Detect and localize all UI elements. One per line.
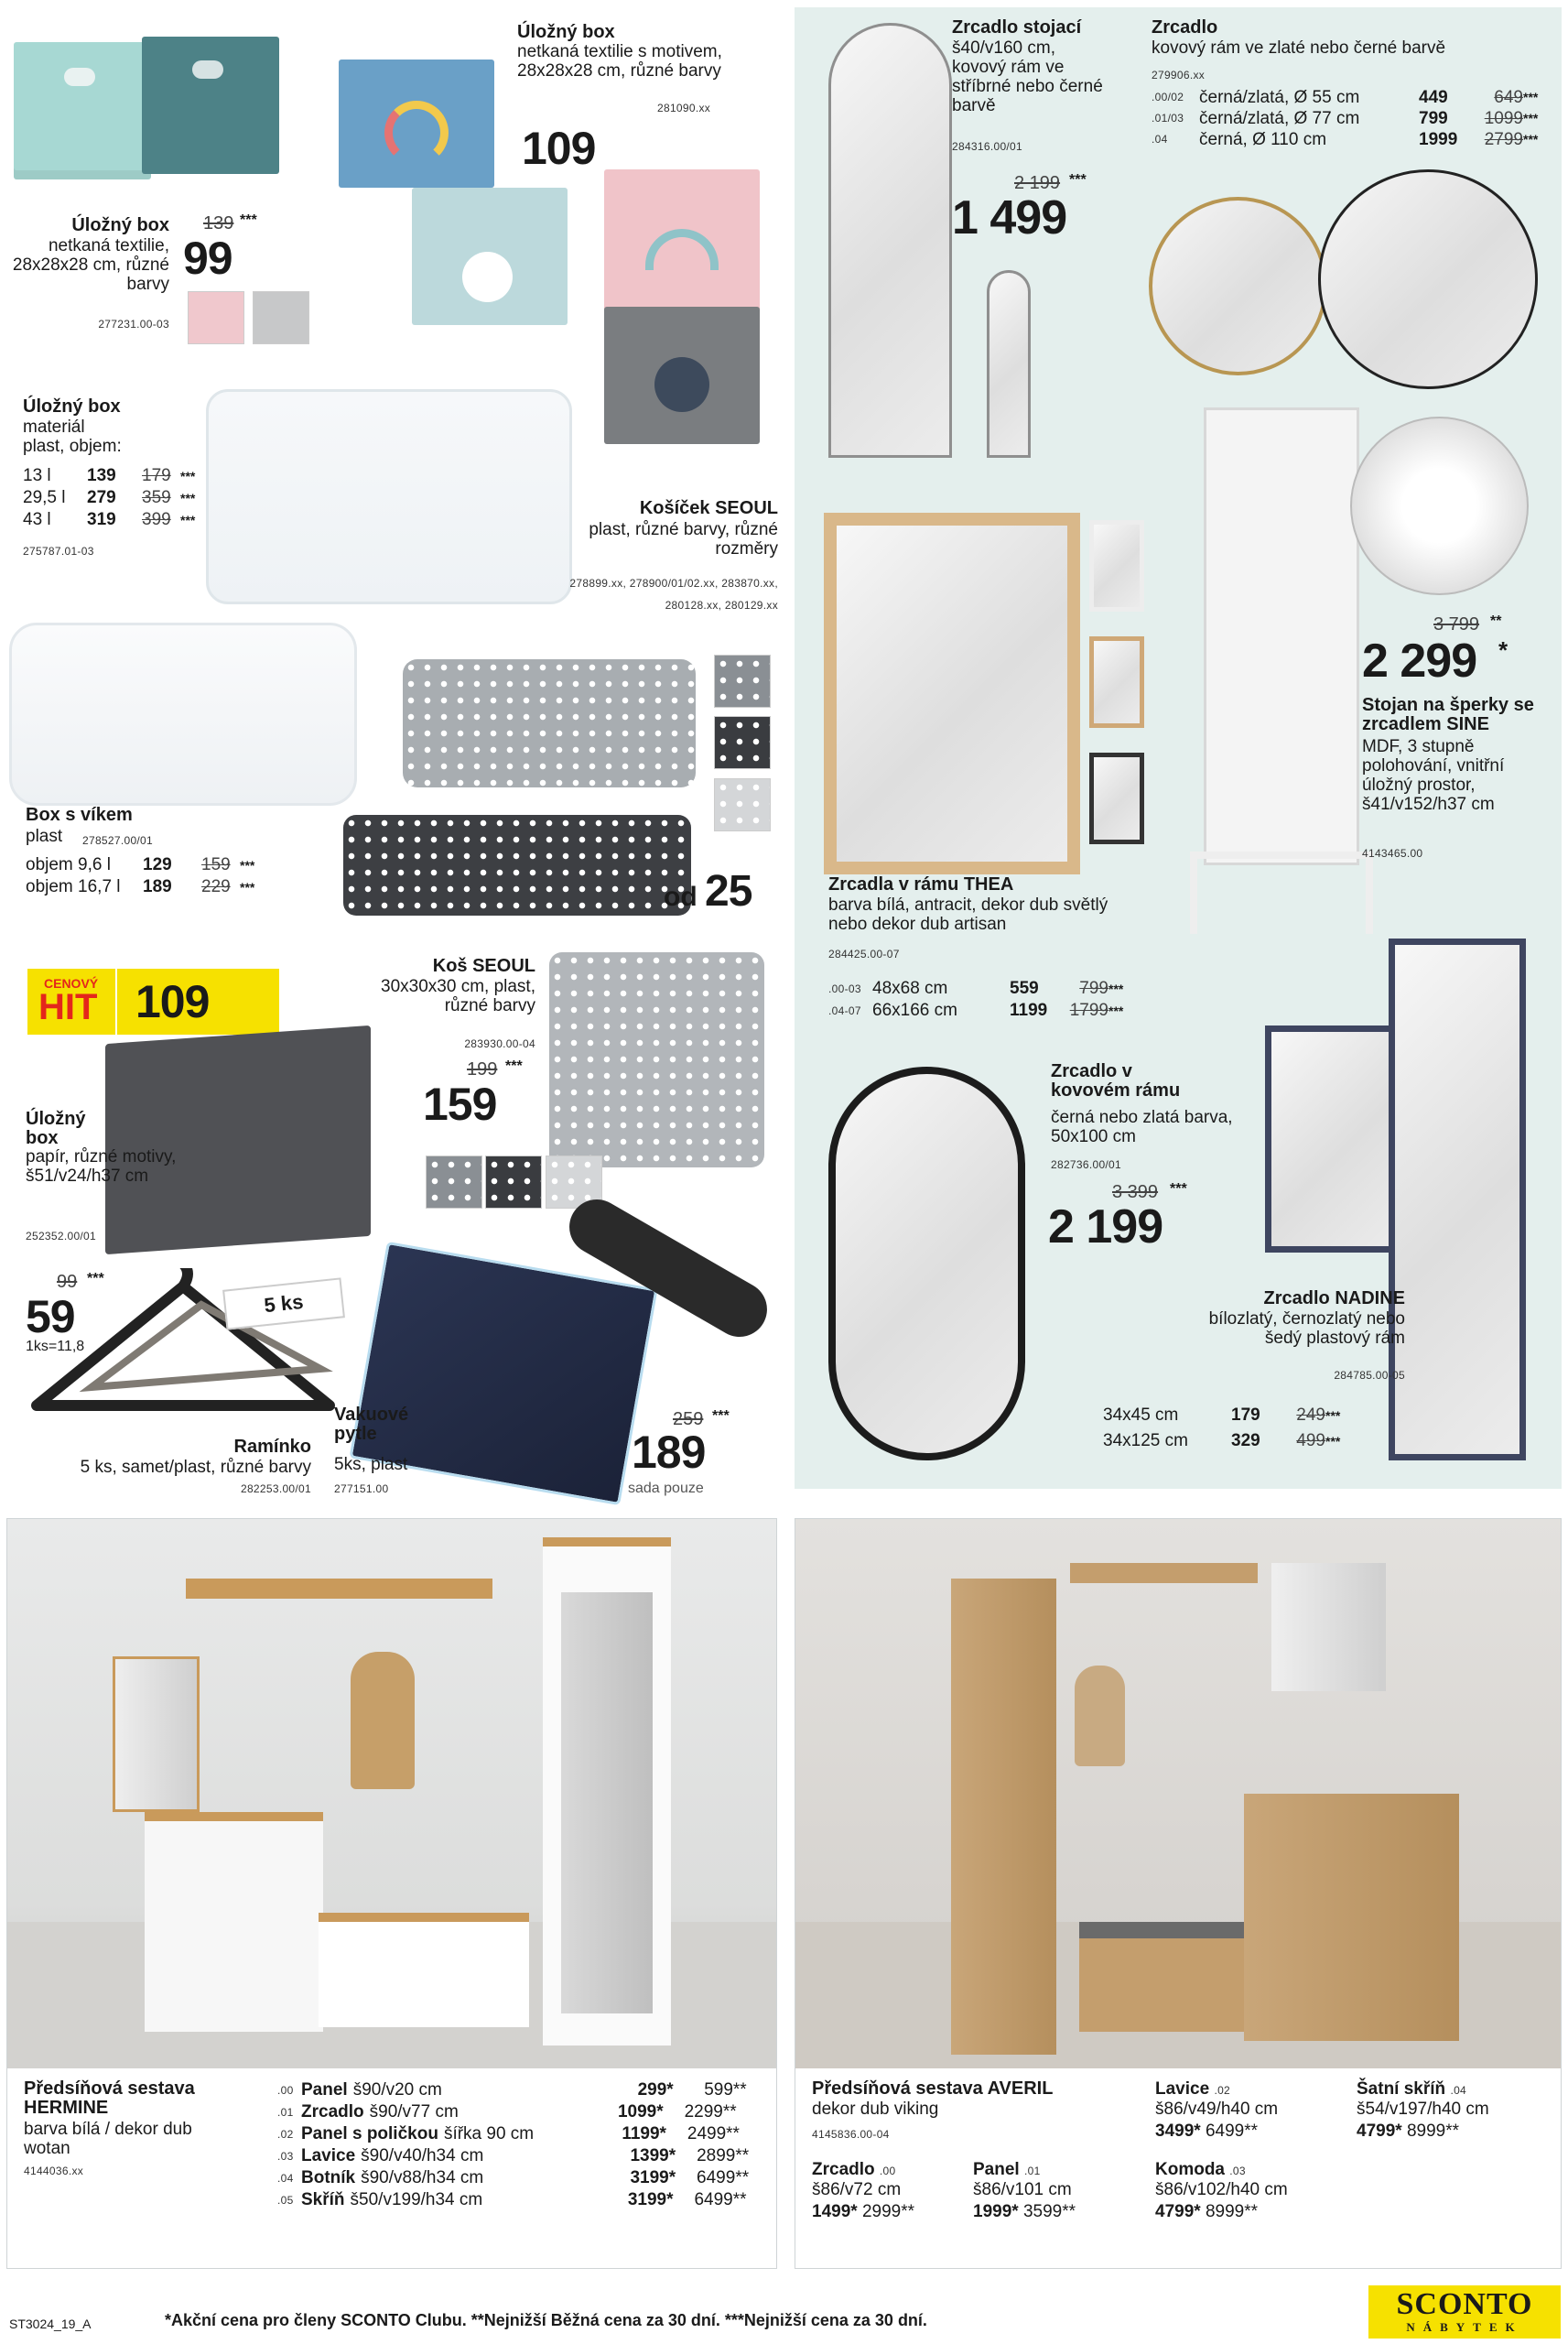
m3-row: .00-03 48x68 cm 559 799 *** bbox=[828, 979, 1124, 998]
product-image-seoul-baskets bbox=[343, 650, 709, 925]
m2-title: Zrcadlo bbox=[1152, 17, 1218, 38]
product-image-standing-mirror-small bbox=[987, 270, 1031, 458]
m2-row: .01/03 černá/zlatá, Ø 77 cm 799 1099 *** bbox=[1152, 109, 1539, 128]
p7-code: 283930.00-04 bbox=[464, 1037, 535, 1050]
averil-card: Předsíňová sestava AVERIL dekor dub viking 4145836.00-04 Zrcadlo .00 š86/v72 cm 1499* 2999** Panel .01 š86/v101 cm 1999* 3599** Lavice .02 š86/v49/h40 cm 3499* 6499** Komoda .03 š86/v102/h40 cm 4799* 8999** Šatní skříň .04 š54/v197/h40 cm 4799* 8999** bbox=[795, 1518, 1562, 2269]
p2-code: 277231.00-03 bbox=[98, 318, 169, 331]
m5-price: 2 199 bbox=[1048, 1200, 1163, 1253]
p3-row: 43 l 319 399 *** bbox=[23, 510, 196, 529]
p4-price: 25 bbox=[705, 867, 752, 916]
m4-title: Stojan na šperky se zrcadlem SINE bbox=[1362, 695, 1534, 734]
hermine-title: Předsíňová sestava HERMINE bbox=[24, 2078, 195, 2118]
m3-row: .04-07 66x166 cm 1199 1799 *** bbox=[828, 1001, 1124, 1020]
p2-old-mark: *** bbox=[240, 212, 257, 228]
p1-code: 281090.xx bbox=[657, 102, 711, 114]
logo-top: SCONTO bbox=[1396, 2287, 1533, 2321]
m1-old-price: 2 199 bbox=[1014, 173, 1061, 193]
m6-row: 34x125 cm 329 499 *** bbox=[1103, 1431, 1341, 1450]
p3-price-table bbox=[23, 465, 195, 531]
p6-desc: papír, různé motivy, š51/v24/h37 cm bbox=[26, 1147, 177, 1186]
hermine-price-table bbox=[277, 2079, 749, 2211]
product-image-seoul-basket bbox=[549, 952, 764, 1167]
p9-note: sada pouze bbox=[628, 1481, 704, 1496]
m3-code: 284425.00-07 bbox=[828, 948, 900, 960]
m5-code: 282736.00/01 bbox=[1051, 1158, 1122, 1171]
p5-row: objem 16,7 l 189 229 *** bbox=[26, 877, 255, 896]
m4-code: 4143465.00 bbox=[1362, 847, 1423, 860]
p3-desc: materiál plast, objem: bbox=[23, 418, 122, 456]
p4-title: Košíček SEOUL bbox=[639, 498, 778, 518]
m1-desc: š40/v160 cm, kovový rám ve stříbrné nebo černé barvě bbox=[952, 38, 1103, 115]
m5-old-price: 3 399 bbox=[1112, 1182, 1159, 1202]
m6-desc: bílozlatý, černozlatý nebo šedý plastový rám bbox=[1208, 1309, 1405, 1348]
averil-photo bbox=[795, 1519, 1561, 2068]
product-image-jewelry-mirror bbox=[1204, 407, 1359, 865]
product-image-paper-box bbox=[105, 1026, 371, 1254]
m2-price-table bbox=[1152, 87, 1538, 150]
product-image-jewelry-inside bbox=[1350, 417, 1529, 595]
averil-title: Předsíňová sestava AVERIL bbox=[812, 2078, 1054, 2099]
m5-desc: černá nebo zlatá barva, 50x100 cm bbox=[1051, 1108, 1233, 1146]
p5-row: objem 9,6 l 129 159 *** bbox=[26, 855, 255, 874]
color-swatch-black[interactable] bbox=[714, 716, 771, 769]
p6-code: 252352.00/01 bbox=[26, 1230, 97, 1243]
p9-desc: 5ks, plast bbox=[334, 1455, 408, 1474]
p5-desc: plast bbox=[26, 827, 63, 846]
m2-row: .04 černá, Ø 110 cm 1999 2799 *** bbox=[1152, 130, 1539, 149]
p8-unit-price: 1ks=11,8 bbox=[26, 1339, 85, 1354]
p8-old-price: 99 bbox=[57, 1272, 78, 1292]
hit-badge-top: CENOVÝ bbox=[44, 976, 99, 991]
p5-price-table bbox=[26, 854, 254, 898]
p3-row: 13 l 139 179 *** bbox=[23, 466, 196, 485]
m5-old-mark: *** bbox=[1170, 1181, 1187, 1197]
product-image-thea-white bbox=[1089, 520, 1144, 612]
m4-price-star: * bbox=[1498, 636, 1509, 664]
m1-old-mark: *** bbox=[1069, 172, 1087, 188]
pack-tag: 5 ks bbox=[222, 1277, 345, 1329]
m2-code: 279906.xx bbox=[1152, 69, 1206, 81]
p2-price: 99 bbox=[183, 233, 232, 284]
product-image-plastic-box bbox=[206, 389, 572, 604]
m4-price: 2 299 bbox=[1362, 635, 1477, 688]
m1-title: Zrcadlo stojací bbox=[952, 17, 1082, 38]
hermine-code: 4144036.xx bbox=[24, 2165, 84, 2177]
averil-code: 4145836.00-04 bbox=[812, 2128, 890, 2141]
m3-price-table bbox=[828, 978, 1123, 1022]
p6-title: Úložný box bbox=[26, 1109, 86, 1148]
color-swatch-light[interactable] bbox=[714, 778, 771, 831]
p9-price: 189 bbox=[632, 1427, 706, 1478]
p3-code: 275787.01-03 bbox=[23, 545, 94, 558]
product-image-thea-mirror bbox=[824, 513, 1080, 874]
p8-desc: 5 ks, samet/plast, různé barvy bbox=[80, 1458, 311, 1477]
hermine-row: .00 Panel š90/v20 cm 299* 599** bbox=[277, 2080, 747, 2100]
p1-title: Úložný box bbox=[517, 22, 615, 42]
m6-row: 34x45 cm 179 249 *** bbox=[1103, 1405, 1341, 1425]
p8-code: 282253.00/01 bbox=[240, 1482, 311, 1495]
m5-title: Zrcadlo v kovovém rámu bbox=[1051, 1061, 1181, 1101]
m3-desc: barva bílá, antracit, dekor dub světlý nebo dekor dub artisan bbox=[828, 895, 1108, 934]
product-image-round-mirror-small bbox=[1149, 197, 1327, 375]
p1-price: 109 bbox=[522, 123, 596, 174]
product-image-oval-mirror bbox=[828, 1067, 1025, 1460]
product-image-nadine-tall bbox=[1389, 939, 1526, 1460]
p2-title: Úložný box bbox=[71, 215, 169, 235]
hermine-row: .05 Skříň š50/v199/h34 cm 3199* 6499** bbox=[277, 2190, 747, 2209]
p9-old-mark: *** bbox=[712, 1408, 730, 1424]
hermine-card bbox=[6, 1518, 777, 2269]
product-image-thea-oak bbox=[1089, 636, 1144, 728]
hermine-row: .02 Panel s poličkou šířka 90 cm 1199* 2499** bbox=[277, 2124, 740, 2143]
product-image-motif-boxes bbox=[339, 50, 778, 444]
p8-title: Ramínko bbox=[233, 1437, 311, 1457]
p9-title: Vakuové pytle bbox=[334, 1405, 409, 1444]
m6-code: 284785.00-05 bbox=[1334, 1369, 1405, 1382]
product-image-standing-mirror bbox=[828, 23, 952, 458]
hermine-row: .03 Lavice š90/v40/h34 cm 1399* 2899** bbox=[277, 2146, 750, 2165]
product-image-thea-black bbox=[1089, 753, 1144, 844]
m4-old-mark: ** bbox=[1490, 613, 1502, 629]
m1-code: 284316.00/01 bbox=[952, 140, 1023, 153]
logo-bottom: NÁBYTEK bbox=[1406, 2320, 1523, 2334]
hit-badge bbox=[27, 969, 279, 1035]
p2-old-price: 139 bbox=[203, 213, 234, 233]
m2-desc: kovový rám ve zlaté nebo černé barvě bbox=[1152, 38, 1446, 58]
p9-code: 277151.00 bbox=[334, 1482, 389, 1495]
p3-row: 29,5 l 279 359 *** bbox=[23, 488, 196, 507]
p7-title: Koš SEOUL bbox=[432, 956, 535, 976]
p2-desc: netkaná textilie, 28x28x28 cm, různé barvy bbox=[12, 236, 169, 294]
color-swatch-grey[interactable] bbox=[714, 655, 771, 708]
hit-badge-bottom: HIT bbox=[38, 987, 98, 1027]
averil-desc: dekor dub viking bbox=[812, 2100, 939, 2119]
p7-price: 159 bbox=[423, 1079, 497, 1130]
footer-note: *Akční cena pro členy SCONTO Clubu. **Nejnižší Běžná cena za 30 dní. ***Nejnižší cena za 30 dní. bbox=[165, 2311, 927, 2329]
hermine-row: .04 Botník š90/v88/h34 cm 3199* 6499** bbox=[277, 2168, 750, 2187]
p1-desc: netkaná textilie s motivem, 28x28x28 cm, různé barvy bbox=[517, 42, 722, 81]
hermine-photo bbox=[7, 1519, 776, 2068]
p7-old-mark: *** bbox=[505, 1058, 523, 1074]
p8-price: 59 bbox=[26, 1291, 75, 1342]
m1-price: 1 499 bbox=[952, 191, 1067, 244]
hermine-row: .01 Zrcadlo š90/v77 cm 1099* 2299** bbox=[277, 2102, 737, 2122]
product-image-jewelry-stand bbox=[1190, 852, 1373, 934]
p4-code: 278899.xx, 278900/01/02.xx, 283870.xx, 280128.xx, 280129.xx bbox=[569, 577, 778, 612]
color-swatch-pink[interactable] bbox=[188, 291, 244, 344]
m6-title: Zrcadlo NADINE bbox=[1263, 1288, 1405, 1308]
color-swatch-grey[interactable] bbox=[253, 291, 309, 344]
color-swatch-grey[interactable] bbox=[426, 1156, 482, 1209]
m3-title: Zrcadla v rámu THEA bbox=[828, 874, 1014, 895]
p9-old-price: 259 bbox=[673, 1409, 704, 1429]
p5-title: Box s víkem bbox=[26, 805, 133, 825]
p3-title: Úložný box bbox=[23, 396, 121, 417]
product-image-round-mirror-large bbox=[1318, 169, 1538, 389]
hermine-desc: barva bílá / dekor dub wotan bbox=[24, 2120, 192, 2158]
p7-old-price: 199 bbox=[467, 1059, 498, 1080]
m6-price-table bbox=[1103, 1403, 1340, 1454]
m2-row: .00/02 černá/zlatá, Ø 55 cm 449 649 *** bbox=[1152, 88, 1539, 107]
sconto-logo[interactable] bbox=[1368, 2285, 1561, 2339]
m4-desc: MDF, 3 stupně polohování, vnitřní úložný prostor, š41/v152/h37 cm bbox=[1362, 737, 1505, 814]
m4-old-price: 3 799 bbox=[1433, 614, 1480, 635]
product-image-textile-boxes bbox=[14, 29, 270, 185]
page-code: ST3024_19_A bbox=[9, 2317, 92, 2331]
p4-prefix: od bbox=[664, 882, 697, 912]
p8-old-mark: *** bbox=[87, 1271, 104, 1286]
color-swatch-black[interactable] bbox=[485, 1156, 542, 1209]
p5-code: 278527.00/01 bbox=[82, 834, 154, 847]
p7-desc: 30x30x30 cm, plast, různé barvy bbox=[381, 977, 535, 1015]
p6-price: 109 bbox=[135, 976, 210, 1027]
product-image-lidded-box bbox=[9, 623, 357, 806]
p4-desc: plast, různé barvy, různé rozměry bbox=[589, 520, 778, 559]
